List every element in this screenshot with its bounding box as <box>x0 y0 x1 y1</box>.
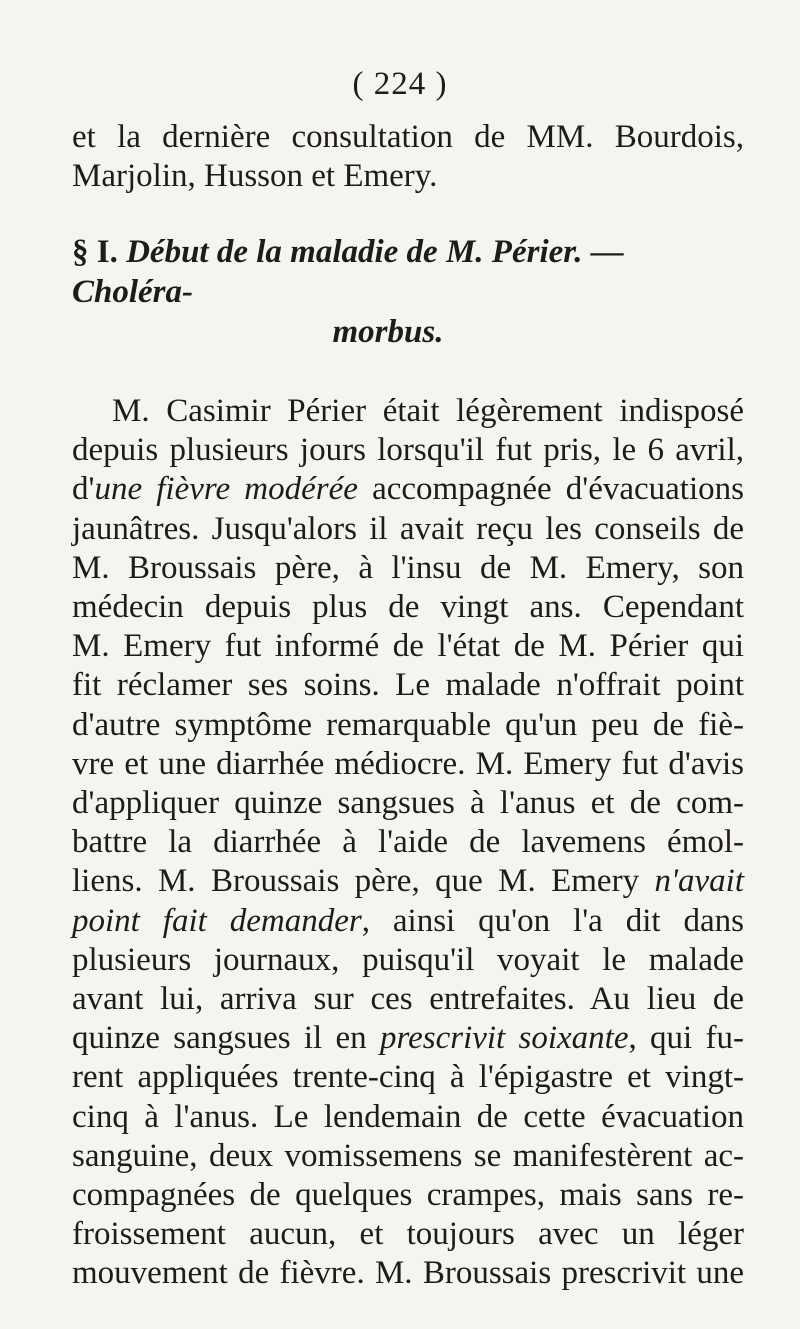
text-run: accompagnée d'évacuations <box>357 471 744 508</box>
text-line: rent appliquées trente-cinq à l'épigastre et vingt- <box>72 1059 744 1096</box>
text-line: d'appliquer quinze sangsues à l'anus et de com- <box>72 785 744 822</box>
italic-phrase: point fait demander <box>72 902 362 939</box>
text-run: d' <box>72 471 95 508</box>
section-heading <box>72 232 744 352</box>
text-line <box>72 862 744 901</box>
text-block <box>72 118 744 1294</box>
text-run: quinze sangsues il en <box>72 1020 380 1057</box>
text-line: sanguine, deux vomissemens se manifestèrent ac- <box>72 1137 744 1174</box>
text-line: avant lui, arriva sur ces entrefaites. Au lieu de <box>72 981 744 1018</box>
text-line: d'autre symptôme remarquable qu'un peu de fiè- <box>72 706 744 743</box>
italic-phrase: n'avait <box>654 863 744 900</box>
text-run: , ainsi qu'on l'a dit dans <box>361 902 745 939</box>
text-line: médecin depuis plus de vingt ans. Cependant <box>72 589 744 626</box>
text-line <box>72 902 744 941</box>
text-line: et la dernière consultation de MM. Bourdois, <box>72 119 744 155</box>
italic-phrase: une fièvre modérée <box>94 471 358 508</box>
text-line: vre et une diarrhée médiocre. M. Emery fut d'avis <box>72 745 744 782</box>
text-line: cinq à l'anus. Le lendemain de cette évacuation <box>72 1098 744 1135</box>
text-line: jaunâtres. Jusqu'alors il avait reçu les conseils de <box>72 510 744 547</box>
continuation-text <box>72 118 744 196</box>
text-line: M. Emery fut informé de l'état de M. Périer qui <box>72 628 744 665</box>
text-run: , qui fu- <box>628 1020 744 1057</box>
section-heading-line: morbus. <box>332 314 444 350</box>
text-line: compagnées de quelques crampes, mais sans re- <box>72 1177 744 1214</box>
text-line: depuis plusieurs jours lorsqu'il fut pris, le 6 avril, <box>72 432 744 469</box>
text-line: fit réclamer ses soins. Le malade n'offrait point <box>72 667 744 704</box>
section-title-part: Début de la maladie de M. Périer. — Choléra- <box>72 234 624 310</box>
text-line: Marjolin, Husson et Emery. <box>72 158 438 194</box>
text-line: battre la diarrhée à l'aide de lavemens émol- <box>72 824 744 861</box>
section-number: § I. <box>72 234 118 270</box>
italic-phrase: prescrivit soixante <box>379 1020 629 1057</box>
text-line <box>72 1019 744 1058</box>
text-line: M. Broussais père, à l'insu de M. Emery, son <box>72 549 744 586</box>
section-heading-line <box>72 232 744 312</box>
text-line: plusieurs journaux, puisqu'il voyait le malade <box>72 941 744 978</box>
page-number: ( 224 ) <box>352 66 448 102</box>
text-line <box>72 470 744 509</box>
body-paragraph <box>72 392 744 1294</box>
text-line: mouvement de fièvre. M. Broussais prescrivit une <box>72 1255 744 1292</box>
text-line: froissement aucun, et toujours avec un léger <box>72 1216 744 1253</box>
text-run: liens. M. Broussais père, que M. Emery <box>72 863 655 900</box>
text-line: M. Casimir Périer était légèrement indisposé <box>112 393 744 429</box>
